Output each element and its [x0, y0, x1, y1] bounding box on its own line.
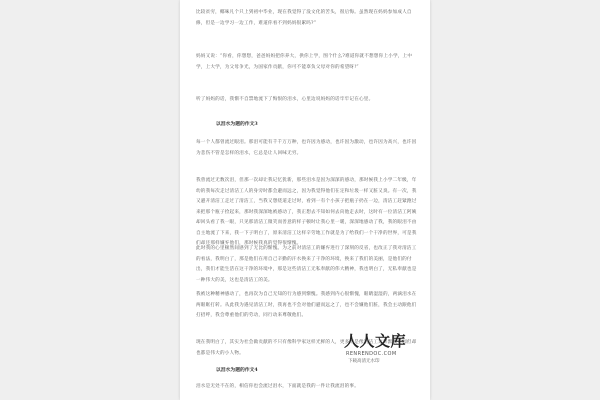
section-heading: 以泪水为题的作文3 — [216, 121, 258, 127]
paragraph: 我被这种精神感动了，也再次为自己无知的行为感到惭愧。我感到内心很惭愧，眼睛湿湿的，两滴泪水在两眼眶打转。从此我为遇见清洁工时，我再也不会对他们避而远之了，也不会嫌他们脏，我会主动跟他们打招呼，我会尊重他们的劳动，同行动来尊敬他们。 — [196, 292, 417, 318]
watermark-url: RENRENDOC.COM — [346, 351, 397, 357]
watermark-title: 人人文库 — [344, 332, 407, 350]
section-heading: 以泪水为题的作文4 — [216, 367, 258, 373]
paragraph: 现在我明白了，其实为社会做贡献的不只有像科学家这样光鲜的人，更多的是像清洁工这样默默无闻但却也都是伟大的小人物。 — [196, 340, 417, 356]
paragraph: 此时我的心里顿然间感到了无比的惭愧。为之前对清洁工的嫌弃进行了深刻的反省，也改正了我对清洁工的看法，我明白了，那是他们在用自己辛勤的汗水换来了干净的环境，换来了我们的美丽，是他们的付出，我们才能生活在这干净的环境中，那是这些清洁工无私奉献的伟大精神，我也明白了，无私奉献也是一种伟大的美，这也是清洁工的美。 — [196, 246, 417, 283]
watermark-logo — [340, 330, 450, 370]
paragraph: 比较贫穷，椰味凡个只上到初中毕业，现在我觉得了没文化的苦头，很后悔。虽然现在妈妈参加成人自修，但是一边学习一边工作，难道你看不到妈妈很累吗?” — [196, 10, 412, 26]
paragraph: 听了妈妈的话，我惭不自禁地流下了悔恨的泪水，心里边说妈妈的话牢牢记在心里。 — [196, 97, 374, 102]
watermark-tagline: 下载高清无水印 — [348, 359, 380, 364]
paragraph: 我曾流过无数次泪，但那一次却让我记忆犹新，那些泪水是因为深深的感动，那时候我上小学二年级，年幼的我每次走过清洁工人的身旁时都会避而远之，因为我觉得他们在定和垃圾一样又脏又臭。有一次，我又避开清洁工走过了清洁工，当我又想绕道走过时，看到一有个小孩子把瓶子扔在一边，清洁工赶紧跑过来把那个瓶子捡起来，那时我深深地被感动了，我正想去不知如何去向他走去时，这时有一位清洁工阿姨却回头看了我一眼，只见那清洁工微笑而善意的样子顿时让我心里一暖，深深地感动了我，我的眼泪不由自主地流了下来，我一下子明白了，原来清洁工这样辛劳地工作就是为了给我们一个干净的世界，可是我们却还那样嫌弃他们，那时候我真的觉得很惭愧。 — [196, 178, 417, 246]
paragraph: 妈妈又说：“你看，你想想，爸爸妈妈把你养大，供你上学，图个什么?难道你就不想想你上小学，上中学，上大学，为父母争光，为国家作贡献，你可不能辜负父母对你的希望呀!” — [196, 54, 413, 70]
paragraph: 每一个人都曾流过眼泪。那泪可能有千千万万种，也许因为感动，也许因为激动，也许因为高兴，也许因为悲伤不管是怎样的泪水，它总是让人回味无穷。 — [196, 140, 417, 156]
paragraph: 泪水是无处不在的，相信你也会流过泪水，下面就是我的一件让我流泪的事。 — [196, 384, 359, 389]
